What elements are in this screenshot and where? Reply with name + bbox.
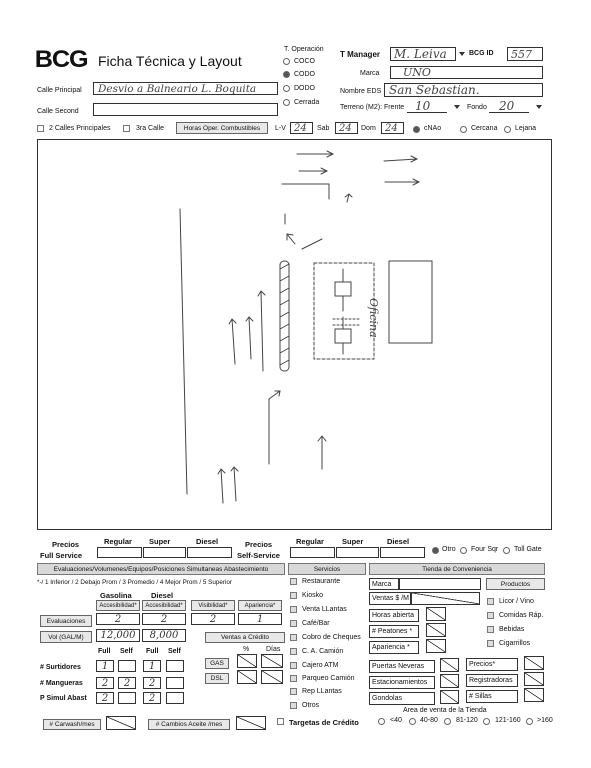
simul-self-dsl[interactable]	[166, 692, 184, 704]
diesel-full-label: Diesel	[196, 537, 219, 546]
option-cerrada: Cerrada	[294, 99, 320, 106]
checkbox-tarjetas[interactable]	[277, 718, 284, 725]
super-self-label: Super	[342, 537, 364, 546]
checkbox-kiosko[interactable]	[290, 592, 297, 599]
fondo-label: Fondo	[467, 104, 487, 111]
tienda-header: Tienda de Conveniencia	[369, 563, 545, 575]
option-toll-gate: Toll Gate	[514, 546, 542, 553]
price-diesel-self[interactable]	[380, 547, 425, 558]
option-lejana: Lejana	[515, 125, 537, 132]
vol-gasolina[interactable]: 12,000	[96, 629, 140, 642]
manager-field[interactable]: M. Leiva	[390, 47, 456, 61]
ventas-label: Ventas $ /M	[369, 592, 411, 605]
peatones-field[interactable]	[426, 623, 446, 637]
diesel-eval-label: Diesel	[151, 591, 174, 600]
vol-button[interactable]: Vol (GAL/M)	[40, 631, 92, 643]
surtidores-full-gas[interactable]: 1	[96, 660, 114, 672]
carwash-button[interactable]: # Carwash/mes	[43, 719, 101, 730]
calles-principales-label: 2 Calles Principales	[49, 125, 111, 132]
lv-label: L-V	[275, 125, 286, 132]
evaluaciones-header: Evaluaciones/Volumenes/Equipos/Posiciones Simultaneas Abastecimiento	[37, 563, 285, 575]
col-accesibilidad-dsl: Accesibilidad*	[142, 600, 186, 611]
option-area-81-120: 81-120	[456, 717, 478, 724]
simul-full-gas[interactable]: 2	[96, 692, 114, 704]
nombre-eds-label: Nombre EDS	[340, 88, 382, 95]
surtidores-label: # Surtidores	[40, 664, 81, 671]
gondolas-field[interactable]	[440, 690, 459, 704]
oficina-label: Oficina	[367, 298, 380, 338]
radio-lejana[interactable]	[504, 126, 511, 133]
full-service-label: Full Service	[40, 551, 83, 560]
frente-field[interactable]: 10	[407, 100, 447, 113]
apariencia-label: Apariencia *	[369, 641, 419, 654]
frente-dropdown-icon[interactable]	[454, 105, 460, 109]
surtidores-full-dsl[interactable]: 1	[143, 660, 161, 672]
precios-self-label: Precios	[245, 540, 273, 549]
full-gas-label: Full	[98, 648, 111, 655]
servicio-restaurante: Restaurante	[302, 578, 341, 585]
option-dodo: DODO	[294, 85, 315, 92]
radio-area-81-120[interactable]	[444, 718, 451, 725]
bcg-id-field[interactable]: 557	[507, 47, 543, 61]
area-venta-label: Area de venta de la Tienda	[403, 707, 487, 714]
radio-four-sqr[interactable]	[460, 547, 467, 554]
evaluaciones-button[interactable]: Evaluaciones	[40, 615, 92, 627]
radio-coco[interactable]	[283, 58, 290, 65]
gondolas-label: Gondolas	[369, 692, 435, 705]
eval-value-2[interactable]: 2	[142, 613, 186, 625]
ventas-field[interactable]	[411, 592, 480, 605]
radio-otro[interactable]	[432, 547, 439, 554]
precios-full-label: Precios	[52, 540, 80, 549]
mangueras-full-gas[interactable]: 2	[96, 677, 114, 689]
eval-value-4[interactable]: 1	[238, 613, 282, 625]
checkbox-bebidas[interactable]	[487, 626, 494, 633]
simul-full-dsl[interactable]: 2	[143, 692, 161, 704]
calle-second-field[interactable]	[93, 103, 278, 116]
regular-self-label: Regular	[296, 537, 324, 546]
col-visibilidad: Visibilidad*	[191, 600, 235, 611]
servicio-cajero-atm: Cajero ATM	[302, 662, 339, 669]
radio-cercana[interactable]	[460, 126, 467, 133]
precios-tienda-field[interactable]	[524, 656, 544, 670]
radio-toll-gate[interactable]	[503, 547, 510, 554]
surtidores-self-dsl[interactable]	[166, 660, 184, 672]
servicio-parqueo-camion: Parqueo Camión	[302, 675, 355, 682]
registradoras-field[interactable]	[524, 672, 544, 686]
servicio-cobro-cheques: Cobro de Cheques	[302, 634, 361, 641]
carwash-field[interactable]	[106, 716, 136, 730]
radio-dodo[interactable]	[283, 85, 290, 92]
servicio-otros: Otros	[302, 702, 320, 709]
eval-value-1[interactable]: 2	[96, 613, 140, 625]
self-gas-label: Self	[120, 648, 133, 655]
tienda-marca-field[interactable]	[399, 578, 481, 590]
cambios-button[interactable]: # Cambios Aceite /mes	[148, 719, 230, 730]
price-regular-full[interactable]	[97, 547, 142, 558]
sab-field[interactable]: 24	[335, 122, 358, 134]
producto-comidas-rap: Comidas Ráp.	[499, 612, 544, 619]
checkbox-venta-llantas[interactable]	[290, 606, 297, 613]
estacionamientos-label: Estacionamientos	[369, 676, 435, 689]
price-super-full[interactable]	[143, 547, 186, 558]
mangueras-full-dsl[interactable]: 2	[143, 677, 161, 689]
calle-second-label: Calle Second	[37, 108, 79, 115]
option-coco: COCO	[294, 58, 315, 65]
super-full-label: Super	[149, 537, 171, 546]
fondo-field[interactable]: 20	[489, 100, 529, 113]
productos-button[interactable]: Productos	[486, 578, 545, 590]
checkbox-otros[interactable]	[290, 702, 297, 709]
sillas-label: # Sillas	[466, 690, 518, 703]
gas-credit-button[interactable]: GAS	[205, 658, 229, 669]
producto-bebidas: Bebidas	[499, 626, 525, 633]
eval-value-3[interactable]: 2	[191, 613, 235, 625]
horas-abierta-field[interactable]	[426, 607, 446, 621]
option-area-lt40: <40	[390, 717, 402, 724]
option-area-40-80: 40-80	[420, 717, 438, 724]
estacionamientos-field[interactable]	[440, 674, 459, 688]
puertas-neveras-field[interactable]	[440, 658, 459, 672]
simul-abast-label: P Simul Abast	[40, 695, 87, 702]
full-dsl-label: Full	[146, 648, 159, 655]
diesel-self-label: Diesel	[387, 537, 410, 546]
radio-cnao[interactable]	[413, 126, 420, 133]
manager-label: T Manager	[340, 50, 381, 59]
option-area-121-160: 121-160	[495, 717, 521, 724]
radio-area-121-160[interactable]	[483, 718, 490, 725]
sillas-field[interactable]	[524, 688, 544, 702]
gas-credit-dias[interactable]	[261, 654, 283, 668]
dom-label: Dom	[361, 125, 376, 132]
price-diesel-full[interactable]	[187, 547, 232, 558]
mangueras-self-dsl[interactable]	[166, 677, 184, 689]
col-accesibilidad-gas: Accesibilidad*	[96, 600, 140, 611]
cambios-field[interactable]	[236, 716, 266, 730]
servicio-cafe-bar: Café/Bar	[302, 620, 330, 627]
ventas-credito-button[interactable]: Ventas a Crédito	[205, 632, 285, 643]
horas-abierta-label: Horas abierta	[369, 609, 419, 622]
puertas-neveras-label: Puertas Neveras	[369, 660, 435, 673]
lv-field[interactable]: 24	[290, 122, 313, 134]
nombre-eds-field[interactable]: San Sebastian.	[384, 83, 543, 97]
checkbox-parqueo-camion[interactable]	[290, 675, 297, 682]
option-otro: Otro	[442, 546, 456, 553]
peatones-label: # Peatones *	[369, 625, 419, 638]
surtidores-self-gas[interactable]	[118, 660, 136, 672]
tercera-calle-label: 3ra Calle	[136, 125, 165, 132]
tienda-marca-label: Marca	[369, 578, 399, 590]
servicios-header: Servicios	[288, 563, 366, 575]
pct-label: %	[243, 646, 250, 653]
mangueras-self-gas[interactable]: 2	[118, 677, 136, 689]
registradoras-label: Registradoras	[466, 674, 518, 687]
gasolina-label: Gasolina	[100, 591, 132, 600]
producto-cigarrillos: Cigarrillos	[499, 640, 531, 647]
mangueras-label: # Mangueras	[40, 680, 83, 687]
self-service-label: Self-Service	[237, 551, 280, 560]
checkbox-restaurante[interactable]	[290, 578, 297, 585]
manager-dropdown-icon[interactable]	[459, 52, 465, 56]
calle-principal-field[interactable]: Desvio a Balneario L. Boquita	[93, 82, 278, 95]
checkbox-cafe-bar[interactable]	[290, 620, 297, 627]
dsl-credit-pct[interactable]	[237, 670, 257, 684]
servicio-ca-camion: C. A. Camión	[302, 648, 344, 655]
servicio-venta-llantas: Venta LLantas	[302, 606, 347, 613]
calle-principal-label: Calle Principal	[37, 87, 82, 94]
option-area-gt160: >160	[537, 717, 553, 724]
checkbox-licor-vino[interactable]	[487, 598, 494, 605]
checkbox-rep-llantas[interactable]	[290, 688, 297, 695]
option-four-sqr: Four Sqr	[471, 546, 499, 553]
option-cercana: Cercana	[471, 125, 498, 132]
radio-cerrada[interactable]	[283, 99, 290, 106]
layout-sketch	[37, 139, 552, 530]
fondo-dropdown-icon[interactable]	[536, 105, 542, 109]
logo: BCG	[34, 46, 88, 73]
radio-area-40-80[interactable]	[409, 718, 416, 725]
servicio-kiosko: Kiosko	[302, 592, 324, 599]
checkbox-comidas-rap[interactable]	[487, 612, 494, 619]
scale-legend: *-/ 1 Inferior / 2 Debajo Prom / 3 Promedio / 4 Mejor Prom / 5 Superior	[37, 579, 232, 586]
self-dsl-label: Self	[168, 648, 181, 655]
producto-licor-vino: Licor / Vino	[499, 598, 534, 605]
checkbox-ca-camion[interactable]	[290, 648, 297, 655]
tarjetas-label: Targetas de Crédito	[289, 718, 359, 727]
bcg-id-label: BCG ID	[469, 50, 494, 57]
operacion-label: T. Operación	[284, 46, 324, 53]
terreno-label: Terreno (M2): Frente	[340, 104, 405, 111]
sab-label: Sab	[317, 125, 330, 132]
checkbox-cobro-cheques[interactable]	[290, 634, 297, 641]
checkbox-2-calles[interactable]	[37, 125, 44, 132]
gas-credit-pct[interactable]	[237, 654, 257, 668]
apariencia-field[interactable]	[426, 639, 446, 653]
page-title: Ficha Técnica y Layout	[98, 53, 242, 69]
dsl-credit-button[interactable]: DSL	[205, 673, 229, 684]
radio-codo[interactable]	[283, 71, 290, 78]
marca-field[interactable]: UNO	[390, 66, 543, 79]
regular-full-label: Regular	[104, 537, 132, 546]
precios-tienda-label: Precios*	[466, 658, 518, 671]
price-super-self[interactable]	[336, 547, 379, 558]
checkbox-cigarrillos[interactable]	[487, 640, 494, 647]
price-regular-self[interactable]	[290, 547, 335, 558]
horas-oper-button[interactable]: Horas Oper. Combustibles	[176, 122, 268, 134]
dsl-credit-dias[interactable]	[261, 670, 283, 684]
radio-area-gt160[interactable]	[526, 718, 533, 725]
marca-label: Marca	[360, 70, 380, 77]
option-codo: CODO	[294, 71, 315, 78]
radio-area-lt40[interactable]	[378, 718, 385, 725]
vol-diesel[interactable]: 8,000	[142, 629, 186, 642]
checkbox-cajero-atm[interactable]	[290, 662, 297, 669]
col-apariencia: Apariencia*	[238, 600, 282, 611]
dias-label: Días	[266, 646, 281, 653]
checkbox-3ra-calle[interactable]	[123, 125, 130, 132]
option-cnao: cNAo	[424, 125, 442, 132]
simul-self-gas[interactable]	[118, 692, 136, 704]
servicio-rep-llantas: Rep LLantas	[302, 688, 342, 695]
dom-field[interactable]: 24	[381, 122, 404, 134]
